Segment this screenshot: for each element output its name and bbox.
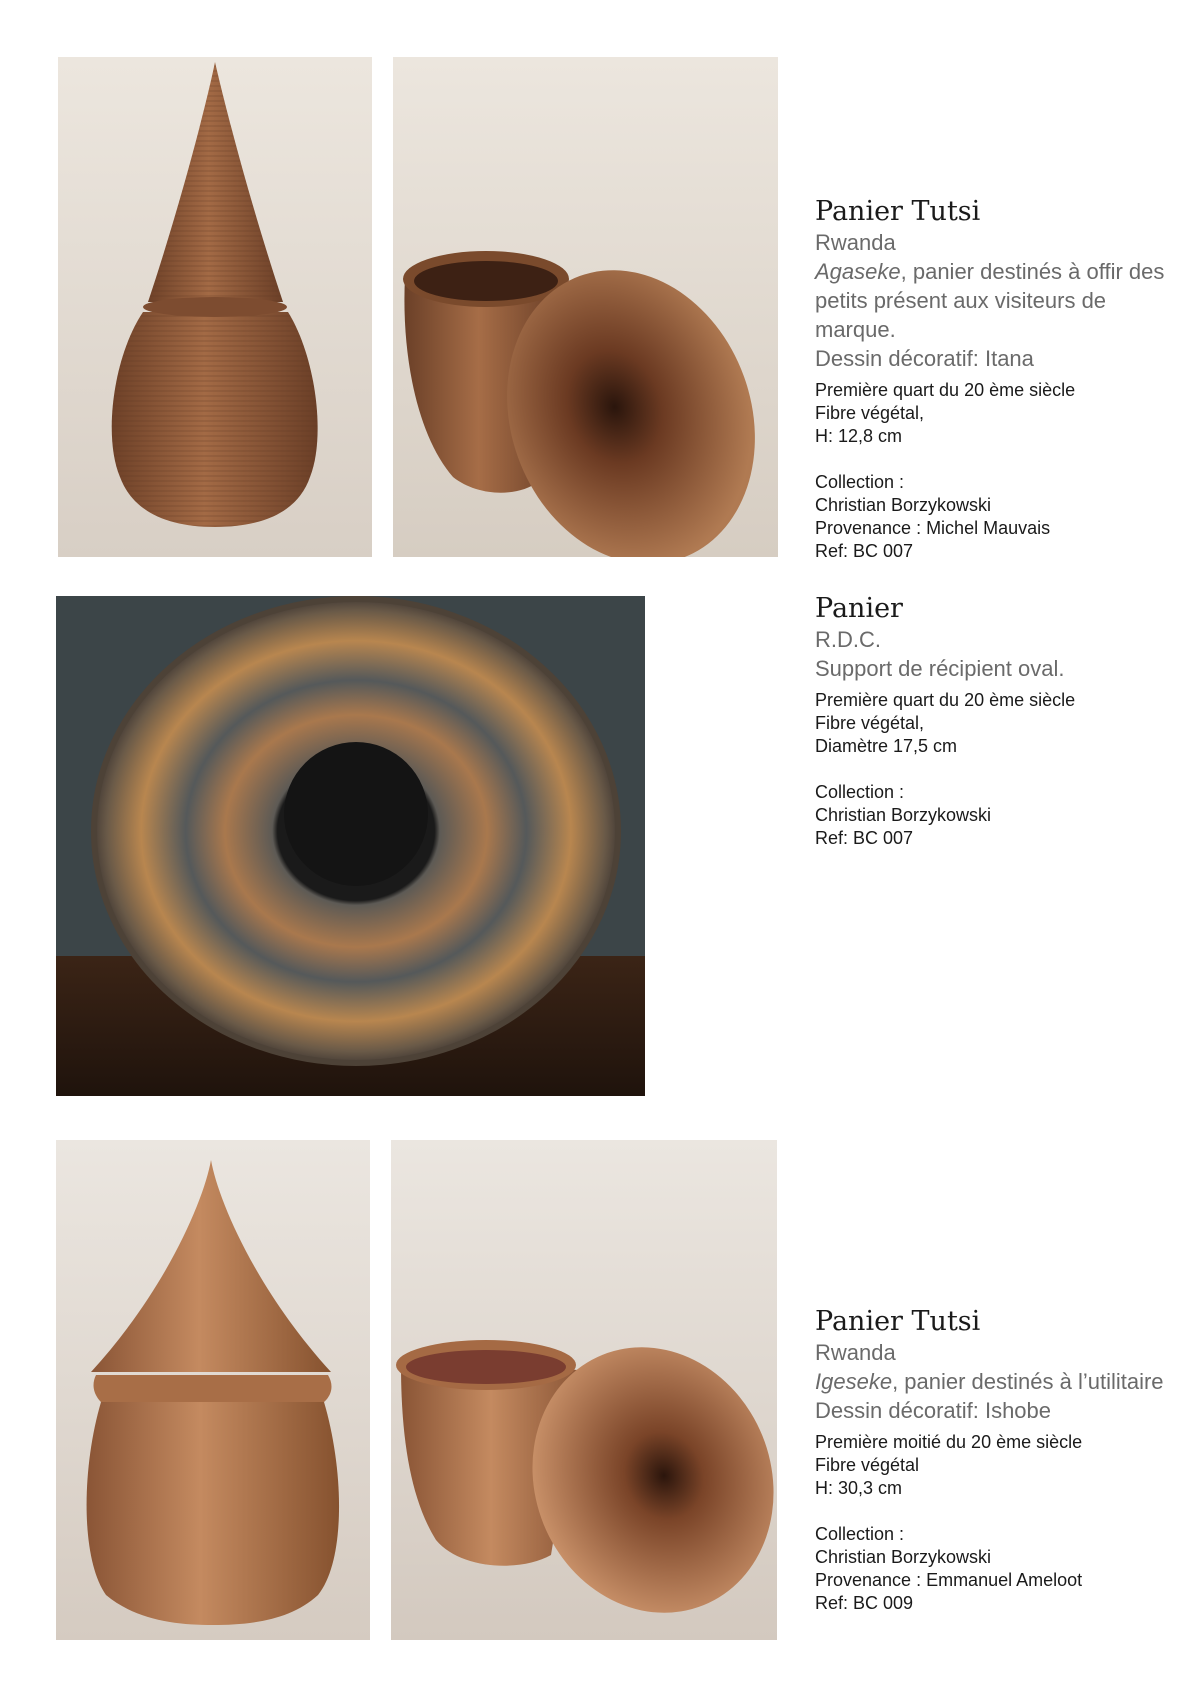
item-material: Fibre végétal [815,1455,920,1475]
collector-name: Christian Borzykowski [815,1547,992,1567]
reference: Ref: BC 009 [815,1593,914,1613]
reference: Ref: BC 007 [815,828,914,848]
item-name-italic: Agaseke [815,259,901,284]
item-size: H: 12,8 cm [815,426,903,446]
item-size: H: 30,3 cm [815,1478,903,1498]
provenance: Provenance : Michel Mauvais [815,518,1051,538]
item-name-italic: Igeseke [815,1369,893,1394]
item-size: Diamètre 17,5 cm [815,736,958,756]
item-origin: R.D.C. [815,627,881,652]
photo-basket-open-2 [391,1140,777,1640]
item-description [815,1367,1175,1396]
caption-item-3 [815,1306,1175,1615]
photo-basket-closed-2 [56,1140,370,1640]
item-collection [815,781,1175,850]
item-origin: Rwanda [815,230,896,255]
item-title: Panier [815,593,903,624]
item-date: Première moitié du 20 ème siècle [815,1432,1083,1452]
collector-name: Christian Borzykowski [815,805,992,825]
photo-basket-open-1 [393,57,778,557]
item-description-rest: , panier destinés à l’utilitaire [892,1369,1164,1394]
provenance: Provenance : Emmanuel Ameloot [815,1570,1083,1590]
photo-ring-basket [56,596,645,1096]
item-date: Première quart du 20 ème siècle [815,380,1076,400]
item-description: Support de récipient oval. [815,656,1065,681]
collection-label: Collection : [815,1524,905,1544]
item-collection [815,471,1175,563]
item-description-rest: , panier destinés à offir des petits présent aux visiteurs de marque. [815,259,1165,342]
collector-name: Christian Borzykowski [815,495,992,515]
item-title: Panier Tutsi [815,196,981,227]
item-material: Fibre végétal, [815,713,925,733]
item-design: Dessin décoratif: Ishobe [815,1398,1052,1423]
photo-basket-closed-1 [58,57,372,557]
item-design: Dessin décoratif: Itana [815,346,1034,371]
item-date: Première quart du 20 ème siècle [815,690,1076,710]
reference: Ref: BC 007 [815,541,914,561]
item-details [815,689,1175,758]
item-material: Fibre végétal, [815,403,925,423]
item-details [815,1431,1175,1500]
item-details [815,379,1175,448]
item-origin: Rwanda [815,1340,896,1365]
item-title: Panier Tutsi [815,1306,981,1337]
caption-item-2 [815,593,1175,850]
caption-item-1 [815,196,1175,563]
item-collection [815,1523,1175,1615]
collection-label: Collection : [815,782,905,802]
collection-label: Collection : [815,472,905,492]
item-description [815,257,1175,344]
